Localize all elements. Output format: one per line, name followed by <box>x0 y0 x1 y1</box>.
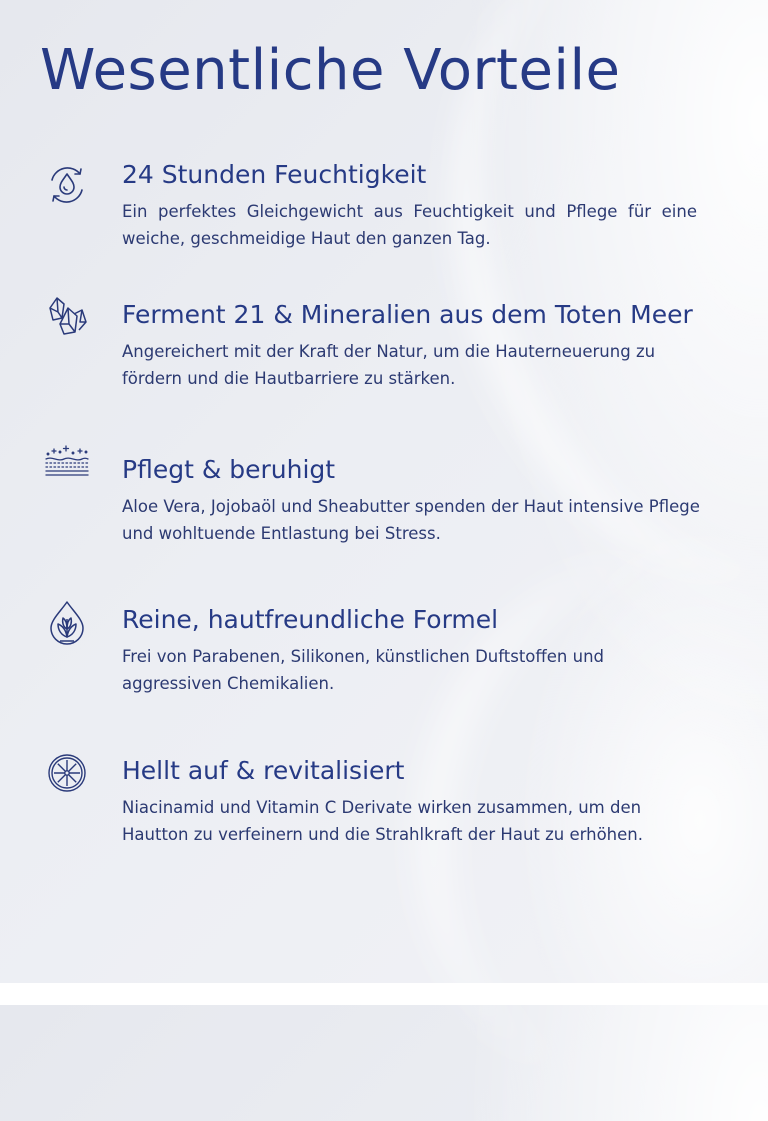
crystals-icon <box>44 294 90 340</box>
feature-title: Pflegt & beruhigt <box>122 455 336 484</box>
bottom-strip <box>0 983 768 1005</box>
feature-description: Frei von Parabenen, Silikonen, künstlichen Duftstoffen und aggressiven Chemikalien. <box>122 647 604 693</box>
feature-description: Niacinamid und Vitamin C Derivate wirken zusammen, um den Hautton zu verfeinern und die Strahlkraft der Haut zu erhöhen. <box>122 798 643 844</box>
water-drop-cycle-icon <box>44 162 90 208</box>
feature-title: Reine, hautfreundliche Formel <box>122 605 499 634</box>
feature-description: Ein perfektes Gleichgewicht aus Feuchtigkeit und Pflege für eine weiche, geschmeidige Haut den ganzen Tag. <box>122 202 697 248</box>
feature-description: Angereichert mit der Kraft der Natur, um die Hauterneuerung zu fördern und die Hautbarriere zu stärken. <box>122 342 656 388</box>
page-title: Wesentliche Vorteile <box>40 38 621 103</box>
skin-layers-icon <box>44 443 90 489</box>
feature-description: Aloe Vera, Jojobaöl und Sheabutter spenden der Haut intensive Pflege und wohltuende Entlastung bei Stress. <box>122 497 700 543</box>
drop-leaf-icon <box>44 599 90 645</box>
citrus-slice-icon <box>44 750 90 796</box>
feature-title: Hellt auf & revitalisiert <box>122 756 405 785</box>
feature-title: Ferment 21 & Mineralien aus dem Toten Meer <box>122 300 693 329</box>
feature-title: 24 Stunden Feuchtigkeit <box>122 160 427 189</box>
